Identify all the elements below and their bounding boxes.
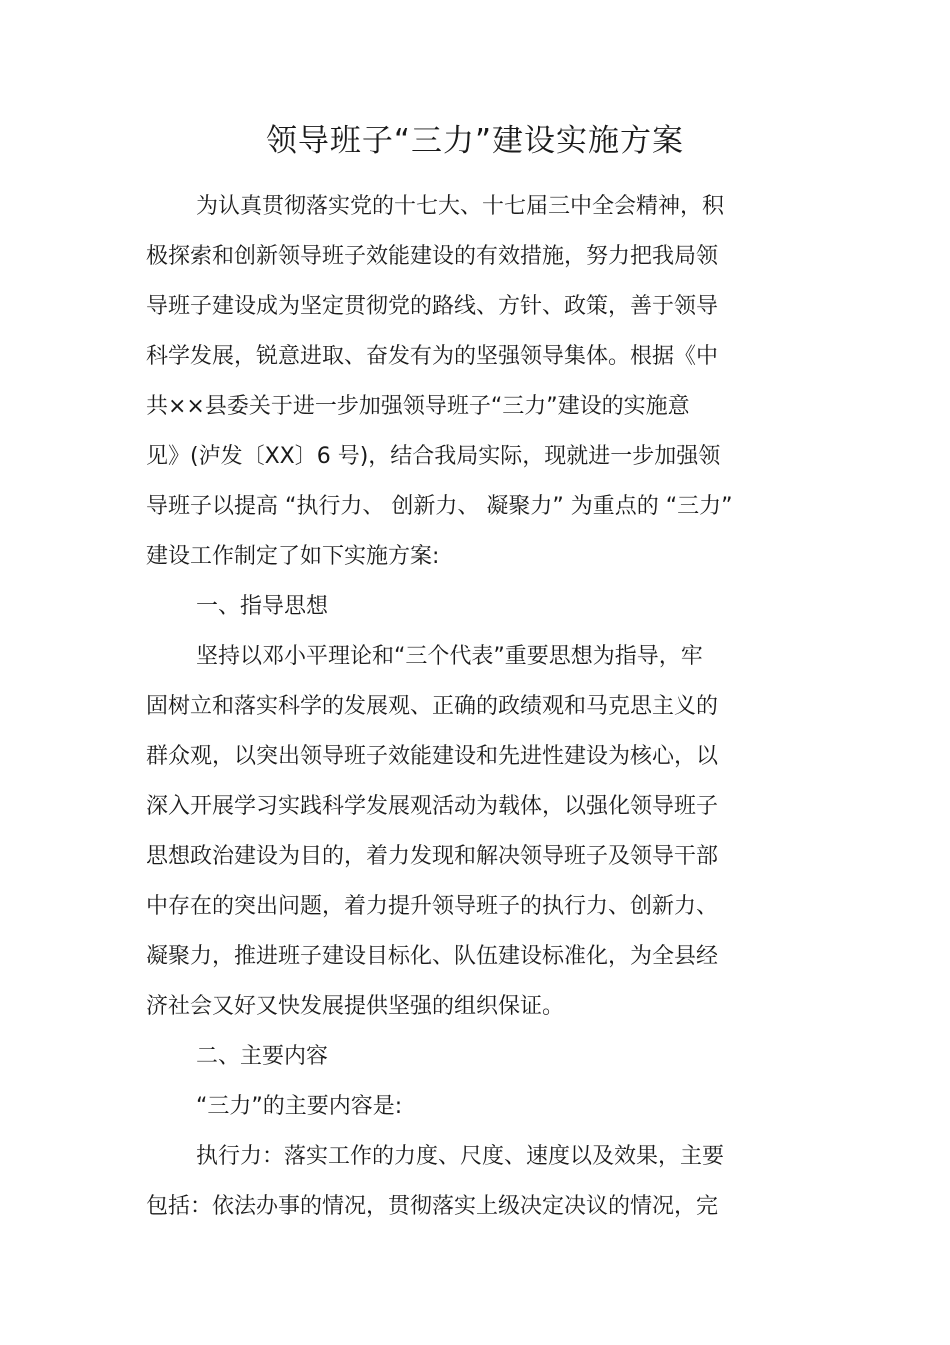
paragraph-line: 深入开展学习实践科学发展观活动为载体，以强化领导班子 bbox=[146, 794, 719, 819]
paragraph-line: 群众观，以突出领导班子效能建设和先进性建设为核心，以 bbox=[146, 744, 719, 769]
paragraph-line: 为认真贯彻落实党的十七大、十七届三中全会精神，积 bbox=[196, 194, 725, 219]
paragraph-line: 凝聚力，推进班子建设目标化、队伍建设标准化，为全县经 bbox=[146, 944, 719, 969]
document-title: 领导班子“三力”建设实施方案 bbox=[265, 123, 685, 159]
paragraph-line: 中存在的突出问题，着力提升领导班子的执行力、创新力、 bbox=[146, 894, 719, 919]
paragraph-line: 建设工作制定了如下实施方案: bbox=[146, 544, 440, 569]
paragraph-line: 极探索和创新领导班子效能建设的有效措施，努力把我局领 bbox=[146, 244, 719, 269]
paragraph-line: 科学发展，锐意进取、奋发有为的坚强领导集体。根据《中 bbox=[146, 344, 719, 369]
section-heading: 二、主要内容 bbox=[196, 1044, 329, 1069]
paragraph-line: 见》(泸发〔XX〕6 号)，结合我局实际，现就进一步加强领 bbox=[146, 444, 721, 469]
section-heading: 一、指导思想 bbox=[196, 594, 329, 619]
paragraph-line: 执行力：落实工作的力度、尺度、速度以及效果，主要 bbox=[196, 1144, 725, 1169]
paragraph-line: 思想政治建设为目的，着力发现和解决领导班子及领导干部 bbox=[146, 844, 719, 869]
paragraph-line: 固树立和落实科学的发展观、正确的政绩观和马克思主义的 bbox=[146, 694, 719, 719]
paragraph-line: 导班子建设成为坚定贯彻党的路线、方针、政策，善于领导 bbox=[146, 294, 719, 319]
paragraph-line: 包括：依法办事的情况，贯彻落实上级决定决议的情况，完 bbox=[146, 1194, 719, 1219]
paragraph-line: 济社会又好又快发展提供坚强的组织保证。 bbox=[146, 994, 565, 1019]
paragraph-line: 导班子以提高 “执行力、 创新力、 凝聚力” 为重点的 “三力” bbox=[146, 494, 733, 519]
paragraph-line: 共××县委关于进一步加强领导班子“三力”建设的实施意 bbox=[146, 394, 690, 419]
paragraph-line: “三力”的主要内容是: bbox=[196, 1094, 403, 1119]
paragraph-line: 坚持以邓小平理论和“三个代表”重要思想为指导，牢 bbox=[196, 644, 703, 669]
